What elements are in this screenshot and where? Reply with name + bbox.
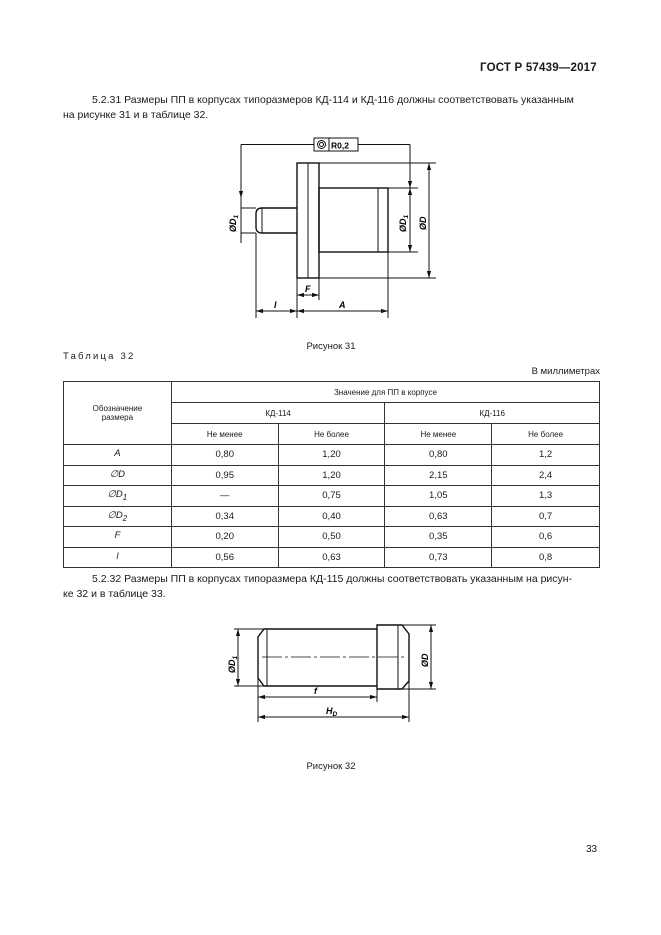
figure-32-caption: Рисунок 32 (306, 761, 356, 772)
dim-label-d1-sub: 1 (232, 655, 239, 660)
table-32-title: Таблица 32 (63, 351, 136, 362)
table-row: F 0,20 0,50 0,35 0,6 (64, 527, 600, 548)
tolerance-value: R0,2 (331, 140, 349, 151)
dim-label-d1-right-sub: 1 (403, 214, 410, 219)
dim-label-h: H (326, 706, 333, 716)
table-row: $\emptyset D_1$ — 0,75 1,05 1,3 (64, 486, 600, 507)
subheader-min: Не менее (385, 424, 492, 445)
header-group-kd116: КД-116 (385, 403, 600, 424)
paragraph-line: 5.2.31 Размеры ПП в корпусах типоразмеров КД-114 и КД-116 должны соответствовать указанным (92, 94, 574, 106)
svg-text:ØD1 (227, 656, 239, 674)
figure-31-drawing (0, 0, 661, 340)
dim-label-f: F (305, 284, 311, 294)
table-32-units: В миллиметрах (531, 366, 600, 377)
table-row: ∅D 0,95 1,20 2,15 2,4 (64, 465, 600, 486)
dim-label-d: ØD (418, 216, 428, 230)
figure-32-drawing (0, 610, 661, 740)
dim-label-d1: ØD (227, 659, 237, 673)
paragraph-5-2-32 (63, 572, 603, 602)
dim-label-d1-left-sub: 1 (233, 214, 240, 219)
dim-label-d1-right: ØD (398, 218, 408, 232)
table-row: A 0,80 1,20 0,80 1,2 (64, 445, 600, 466)
paragraph-line: ке 32 и в таблице 33. (63, 588, 166, 600)
subheader-max: Не более (492, 424, 600, 445)
figure-31-caption: Рисунок 31 (306, 341, 356, 352)
concentricity-symbol (318, 141, 326, 149)
table-row: $\emptyset D_2$ 0,34 0,40 0,63 0,7 (64, 506, 600, 527)
subheader-max: Не более (278, 424, 385, 445)
dim-label-a: A (339, 300, 346, 310)
svg-text:ØD1 (228, 215, 240, 233)
page-number: 33 (586, 844, 598, 855)
dim-label-h-sub: D (332, 711, 338, 718)
svg-text:HD (326, 706, 338, 718)
dim-label-d: ØD (420, 653, 430, 667)
dim-label-l: l (274, 300, 277, 310)
header-group-kd114: КД-114 (171, 403, 385, 424)
table-row: l 0,56 0,63 0,73 0,8 (64, 547, 600, 568)
svg-text:ØD1 (398, 215, 410, 233)
table-32 (63, 381, 600, 568)
header-designation: Обозначение размера (64, 382, 172, 445)
diode-body (258, 629, 377, 686)
document-standard-header: ГОСТ Р 57439—2017 (480, 62, 597, 74)
dim-label-d1-left: ØD (228, 218, 238, 232)
paragraph-line: 5.2.32 Размеры ПП в корпусах типоразмера КД-115 должны соответствовать указанным на рисун- (92, 573, 573, 585)
paragraph-line: на рисунке 31 и в таблице 32. (63, 109, 209, 121)
dim-label-f: f (314, 686, 317, 696)
subheader-min: Не менее (171, 424, 278, 445)
header-value: Значение для ПП в корпусе (171, 382, 599, 403)
